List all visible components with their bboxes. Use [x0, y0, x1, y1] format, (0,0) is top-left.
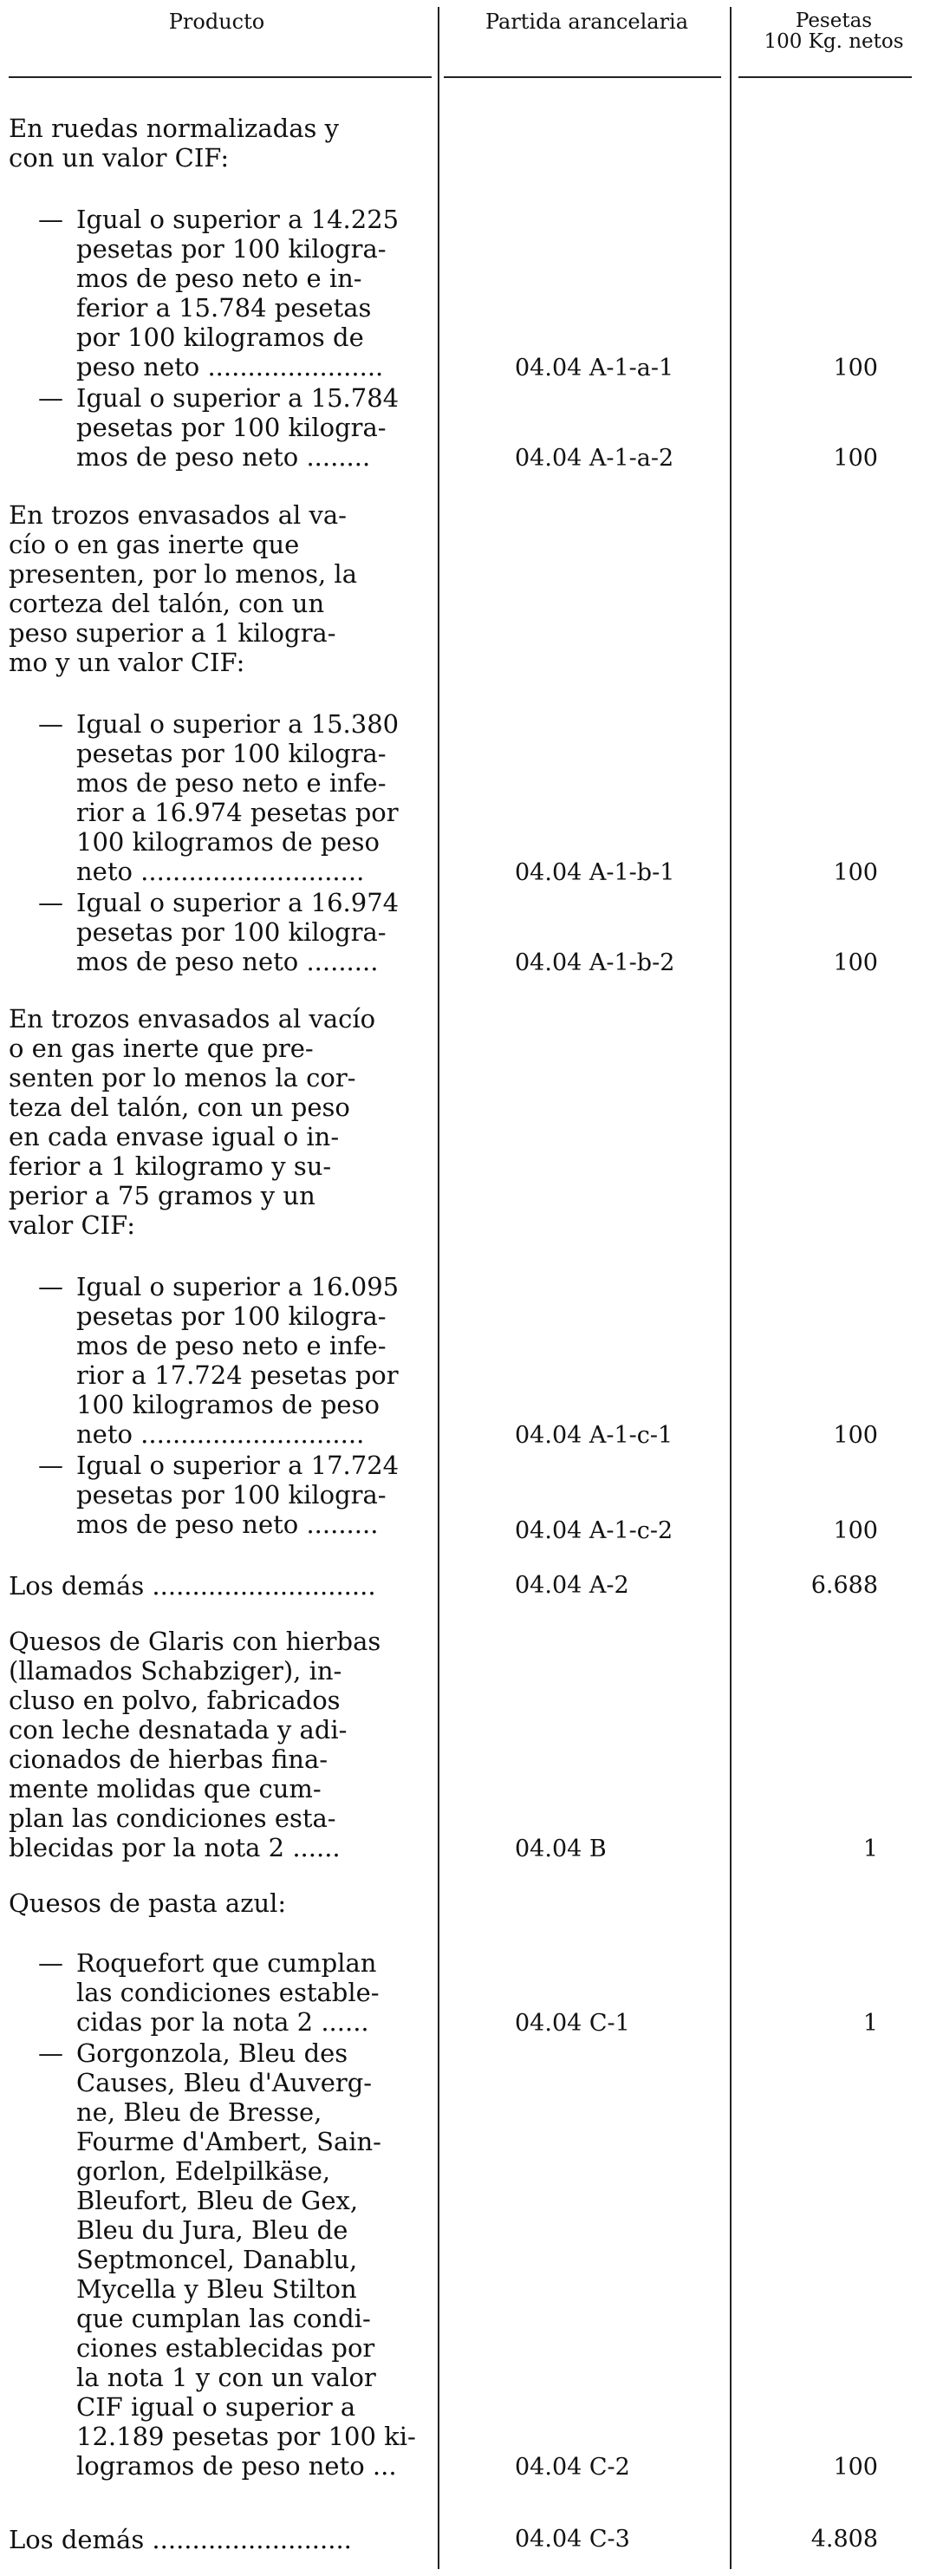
s2-item1-line: pesetas por 100 kilogra- [76, 739, 387, 768]
s6-item2-line: ne, Bleu de Bresse, [76, 2097, 322, 2127]
pesetas-value: 100 [833, 949, 878, 976]
s2-item1-line: 100 kilogramos de peso [76, 827, 380, 857]
s6-item2-line: Septmoncel, Danablu, [76, 2245, 358, 2274]
header-rule-left [9, 76, 432, 78]
s2-heading-line: peso superior a 1 kilogra- [9, 618, 336, 648]
s2-heading-line: mo y un valor CIF: [9, 648, 245, 677]
header-pesetas-line2: 100 Kg. netos [764, 30, 904, 53]
s3-item1-line: pesetas por 100 kilogra- [76, 1301, 387, 1331]
s6-item2-line: ciones establecidas por [76, 2333, 375, 2363]
s1-item1-line: por 100 kilogramos de [76, 323, 364, 352]
s1-item2-line: mos de peso neto ........ [76, 442, 371, 472]
list-dash: — [38, 1272, 63, 1301]
s1-heading-line: En ruedas normalizadas y [9, 114, 339, 143]
list-dash: — [38, 1948, 63, 1978]
s3-item2-line: pesetas por 100 kilogra- [76, 1480, 387, 1510]
tariff-code: 04.04 A-1-b-2 [515, 949, 675, 976]
s6-heading: Quesos de pasta azul: [9, 1888, 287, 1918]
pesetas-value: 100 [833, 1517, 878, 1544]
s3-heading-line: En trozos envasados al vacío [9, 1004, 376, 1034]
tariff-code: 04.04 A-1-b-1 [515, 859, 675, 886]
s1-item1-line: pesetas por 100 kilogra- [76, 234, 387, 264]
s3-heading-line: valor CIF: [9, 1210, 135, 1240]
tariff-code: 04.04 C-1 [515, 2010, 630, 2037]
s5-line: (llamados Schabziger), in- [9, 1656, 342, 1686]
tariff-code: 04.04 A-1-a-1 [515, 355, 674, 382]
s5-line: blecidas por la nota 2 ...... [9, 1833, 341, 1862]
s6-item1-line: cidas por la nota 2 ...... [76, 2007, 369, 2037]
s2-item1-line: rior a 16.974 pesetas por [76, 798, 399, 827]
header-pesetas [738, 10, 929, 52]
s5-line: cionados de hierbas fina- [9, 1745, 328, 1774]
s3-heading-line: ferior a 1 kilogramo y su- [9, 1151, 332, 1181]
s2-heading-line: presenten, por lo menos, la [9, 559, 357, 589]
s3-item1-line: 100 kilogramos de peso [76, 1390, 380, 1419]
s1-item1-line: Igual o superior a 14.225 [76, 205, 400, 234]
s6-item2-line: Bleufort, Bleu de Gex, [76, 2186, 359, 2215]
s3-item1-line: Igual o superior a 16.095 [76, 1272, 400, 1301]
pesetas-value: 100 [833, 859, 878, 886]
list-dash: — [38, 2038, 63, 2068]
pesetas-value: 1 [862, 1836, 878, 1862]
s1-item2-line: Igual o superior a 15.784 [76, 383, 400, 413]
list-dash: — [38, 1451, 63, 1480]
s3-heading-line: perior a 75 gramos y un [9, 1181, 315, 1210]
list-dash: — [38, 709, 63, 739]
s6-item2-line: Fourme d'Ambert, Sain- [76, 2127, 381, 2156]
pesetas-value: 100 [833, 2454, 878, 2481]
list-dash: — [38, 888, 63, 917]
s6-item2-line: Gorgonzola, Bleu des [76, 2038, 348, 2068]
column-divider-2 [730, 7, 732, 2569]
s6-item2-line: Mycella y Bleu Stilton [76, 2274, 357, 2304]
pesetas-value: 100 [833, 355, 878, 382]
s6-item2-line: que cumplan las condi- [76, 2304, 371, 2333]
s6-item2-line: logramos de peso neto ... [76, 2451, 397, 2481]
los-demas-c3-label: Los demás ......................... [9, 2525, 352, 2554]
s3-item2-line: mos de peso neto ......... [76, 1510, 379, 1539]
s3-item1-line: neto ............................ [76, 1419, 365, 1449]
s5-line: con leche desnatada y adi- [9, 1715, 348, 1745]
s6-item2-line: gorlon, Edelpilkäse, [76, 2156, 331, 2186]
s5-line: plan las condiciones esta- [9, 1803, 336, 1833]
header-producto: Producto [168, 10, 265, 34]
s6-item1-line: las condiciones estable- [76, 1978, 380, 2007]
s2-item2-line: Igual o superior a 16.974 [76, 888, 400, 917]
tariff-code: 04.04 A-2 [515, 1572, 629, 1599]
pesetas-value: 100 [833, 445, 878, 472]
pesetas-value: 6.688 [810, 1572, 878, 1599]
tariff-code: 04.04 B [515, 1836, 607, 1862]
s2-item2-line: mos de peso neto ......... [76, 947, 379, 976]
s3-item1-line: mos de peso neto e infe- [76, 1331, 387, 1360]
s3-heading-line: senten por lo menos la cor- [9, 1063, 356, 1092]
s1-item1-line: peso neto ...................... [76, 352, 384, 382]
header-pesetas-line1: Pesetas [795, 10, 873, 32]
s5-line: Quesos de Glaris con hierbas [9, 1627, 381, 1656]
s3-item1-line: rior a 17.724 pesetas por [76, 1360, 399, 1390]
s5-line: mente molidas que cum- [9, 1774, 322, 1803]
s2-item1-line: neto ............................ [76, 857, 365, 886]
s3-heading-line: en cada envase igual o in- [9, 1122, 340, 1151]
s6-item2-line: CIF igual o superior a [76, 2392, 356, 2422]
tariff-code: 04.04 A-1-c-1 [515, 1422, 673, 1449]
tariff-code: 04.04 C-3 [515, 2526, 630, 2553]
s1-item1-line: ferior a 15.784 pesetas [76, 293, 372, 323]
header-rule-middle [444, 76, 721, 78]
s1-item2-line: pesetas por 100 kilogra- [76, 413, 387, 442]
s6-item1-line: Roquefort que cumplan [76, 1948, 377, 1978]
column-divider-1 [438, 7, 439, 2569]
tariff-code: 04.04 C-2 [515, 2454, 630, 2481]
tariff-code: 04.04 A-1-c-2 [515, 1517, 673, 1544]
s6-item2-line: la nota 1 y con un valor [76, 2363, 376, 2392]
s1-heading-line: con un valor CIF: [9, 143, 230, 173]
s6-item2-line: Causes, Bleu d'Auverg- [76, 2068, 373, 2097]
s3-heading-line: teza del talón, con un peso [9, 1092, 350, 1122]
tariff-code: 04.04 A-1-a-2 [515, 445, 674, 472]
s2-item2-line: pesetas por 100 kilogra- [76, 917, 387, 947]
s5-line: cluso en polvo, fabricados [9, 1686, 341, 1715]
s2-heading-line: corteza del talón, con un [9, 589, 325, 618]
pesetas-value: 100 [833, 1422, 878, 1449]
pesetas-value: 1 [862, 2010, 878, 2037]
header-rule-right [738, 76, 912, 78]
s3-item2-line: Igual o superior a 17.724 [76, 1451, 400, 1480]
pesetas-value: 4.808 [810, 2526, 878, 2553]
s1-item1-line: mos de peso neto e in- [76, 264, 362, 293]
list-dash: — [38, 383, 63, 413]
s2-item1-line: mos de peso neto e infe- [76, 768, 387, 798]
list-dash: — [38, 205, 63, 234]
header-partida-arancelaria: Partida arancelaria [485, 10, 689, 34]
s2-heading-line: En trozos envasados al va- [9, 500, 347, 530]
s2-heading-line: cío o en gas inerte que [9, 530, 300, 559]
s6-item2-line: Bleu du Jura, Bleu de [76, 2215, 348, 2245]
s3-heading-line: o en gas inerte que pre- [9, 1034, 314, 1063]
los-demas-a2-label: Los demás ............................ [9, 1571, 376, 1601]
s6-item2-line: 12.189 pesetas por 100 ki- [76, 2422, 416, 2451]
s2-item1-line: Igual o superior a 15.380 [76, 709, 400, 739]
